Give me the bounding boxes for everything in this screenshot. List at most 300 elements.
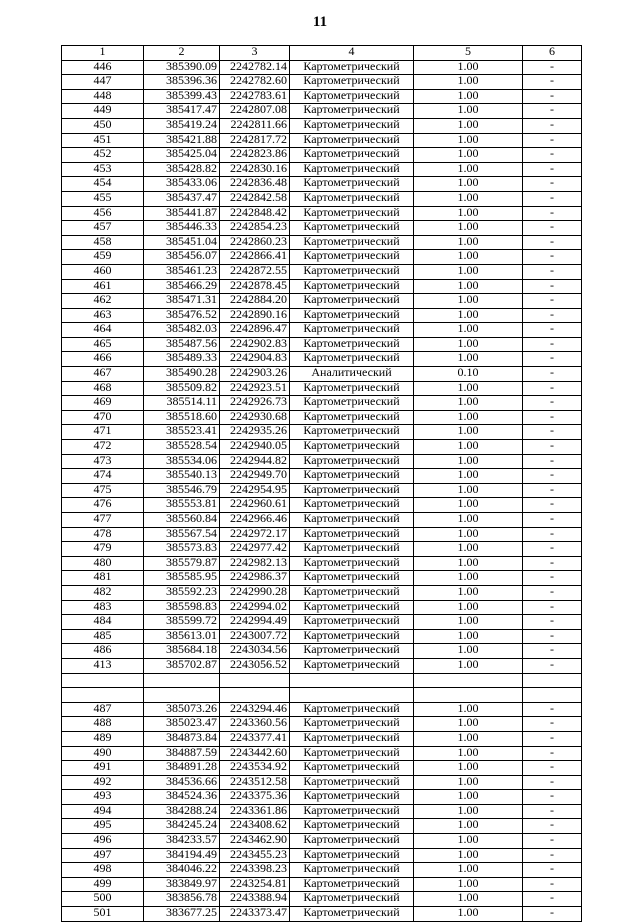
- cell-y: 2242896.47: [220, 323, 290, 338]
- cell-point: 489: [62, 731, 144, 746]
- cell-description: -: [523, 834, 582, 849]
- cell-accuracy: 1.00: [414, 381, 523, 396]
- cell-point: 465: [62, 337, 144, 352]
- table-row: [62, 877, 582, 892]
- cell-accuracy: 1.00: [414, 571, 523, 586]
- cell-description: -: [523, 337, 582, 352]
- cell-method: Картометрический: [290, 892, 414, 907]
- cell-accuracy: 1.00: [414, 498, 523, 513]
- cell-method: Картометрический: [290, 527, 414, 542]
- cell-y: 2242848.42: [220, 206, 290, 221]
- cell-description: -: [523, 498, 582, 513]
- cell-x: 385528.54: [144, 440, 220, 455]
- cell-x: 384536.66: [144, 775, 220, 790]
- cell-description: -: [523, 600, 582, 615]
- cell-method: Картометрический: [290, 804, 414, 819]
- cell-accuracy: 1.00: [414, 191, 523, 206]
- table-row: [62, 498, 582, 513]
- cell-y: 2242782.60: [220, 75, 290, 90]
- cell-point: 498: [62, 863, 144, 878]
- table-row: [62, 104, 582, 119]
- cell-x: 385546.79: [144, 483, 220, 498]
- cell-accuracy: 1.00: [414, 863, 523, 878]
- cell-x: 385437.47: [144, 191, 220, 206]
- cell-description: -: [523, 542, 582, 557]
- cell-accuracy: 1.00: [414, 615, 523, 630]
- cell-description: -: [523, 367, 582, 382]
- cell-method: Картометрический: [290, 863, 414, 878]
- cell-y: 2242986.37: [220, 571, 290, 586]
- cell-accuracy: 1.00: [414, 644, 523, 659]
- table-row: [62, 410, 582, 425]
- cell-point: 448: [62, 89, 144, 104]
- cell-x: 385419.24: [144, 118, 220, 133]
- cell-point: 461: [62, 279, 144, 294]
- cell-point: 456: [62, 206, 144, 221]
- table-row: [62, 118, 582, 133]
- header-cell-description: 6: [523, 46, 582, 61]
- table-row: [62, 148, 582, 163]
- table-row: [62, 615, 582, 630]
- cell-description: -: [523, 615, 582, 630]
- cell-description: -: [523, 60, 582, 75]
- cell-x: 385433.06: [144, 177, 220, 192]
- cell-accuracy: 1.00: [414, 104, 523, 119]
- cell-description: -: [523, 440, 582, 455]
- cell-method: Картометрический: [290, 250, 414, 265]
- cell-description: -: [523, 556, 582, 571]
- cell-description: -: [523, 148, 582, 163]
- cell-x: 385428.82: [144, 162, 220, 177]
- cell-accuracy: 1.00: [414, 221, 523, 236]
- cell-description: -: [523, 75, 582, 90]
- cell-x: 385446.33: [144, 221, 220, 236]
- cell-x: 384288.24: [144, 804, 220, 819]
- cell-accuracy: 1.00: [414, 89, 523, 104]
- cell-point: 478: [62, 527, 144, 542]
- cell-x: 385396.36: [144, 75, 220, 90]
- cell-method: Картометрический: [290, 848, 414, 863]
- cell-point: 483: [62, 600, 144, 615]
- cell-y: 2243462.90: [220, 834, 290, 849]
- cell-point: 453: [62, 162, 144, 177]
- cell-method: Картометрический: [290, 337, 414, 352]
- cell-point: 450: [62, 118, 144, 133]
- cell-accuracy: 1.00: [414, 907, 523, 922]
- header-cell-method: 4: [290, 46, 414, 61]
- cell-x: 385482.03: [144, 323, 220, 338]
- cell-method: Картометрический: [290, 308, 414, 323]
- cell-point: 470: [62, 410, 144, 425]
- cell-method: Картометрический: [290, 279, 414, 294]
- cell-y: 2242940.05: [220, 440, 290, 455]
- cell-x: 385466.29: [144, 279, 220, 294]
- cell-x: 385523.41: [144, 425, 220, 440]
- cell-point: 455: [62, 191, 144, 206]
- cell-description: [523, 688, 582, 703]
- cell-y: 2242854.23: [220, 221, 290, 236]
- cell-x: 385490.28: [144, 367, 220, 382]
- cell-point: 413: [62, 658, 144, 673]
- cell-accuracy: 1.00: [414, 731, 523, 746]
- cell-x: 385702.87: [144, 658, 220, 673]
- cell-description: -: [523, 746, 582, 761]
- cell-method: Картометрический: [290, 162, 414, 177]
- table-row: [62, 60, 582, 75]
- table-row: [62, 702, 582, 717]
- cell-accuracy: [414, 673, 523, 688]
- cell-point: 476: [62, 498, 144, 513]
- table-row: [62, 133, 582, 148]
- cell-method: Картометрический: [290, 75, 414, 90]
- cell-description: -: [523, 731, 582, 746]
- cell-accuracy: 0.10: [414, 367, 523, 382]
- cell-point: 472: [62, 440, 144, 455]
- cell-description: -: [523, 279, 582, 294]
- cell-point: 452: [62, 148, 144, 163]
- cell-x: 385573.83: [144, 542, 220, 557]
- cell-y: 2242994.49: [220, 615, 290, 630]
- cell-method: Картометрический: [290, 118, 414, 133]
- cell-y: 2242972.17: [220, 527, 290, 542]
- cell-x: 385540.13: [144, 469, 220, 484]
- cell-y: 2242930.68: [220, 410, 290, 425]
- cell-x: 385441.87: [144, 206, 220, 221]
- cell-description: -: [523, 892, 582, 907]
- cell-y: 2242811.66: [220, 118, 290, 133]
- cell-x: 385421.88: [144, 133, 220, 148]
- cell-method: Картометрический: [290, 235, 414, 250]
- cell-accuracy: 1.00: [414, 658, 523, 673]
- table-row: [62, 177, 582, 192]
- cell-point: 458: [62, 235, 144, 250]
- cell-y: 2242842.58: [220, 191, 290, 206]
- cell-x: 385599.72: [144, 615, 220, 630]
- table-row: [62, 381, 582, 396]
- cell-y: 2243398.23: [220, 863, 290, 878]
- cell-description: -: [523, 381, 582, 396]
- cell-accuracy: 1.00: [414, 352, 523, 367]
- cell-accuracy: 1.00: [414, 177, 523, 192]
- cell-accuracy: [414, 688, 523, 703]
- cell-y: 2243361.86: [220, 804, 290, 819]
- cell-accuracy: 1.00: [414, 790, 523, 805]
- cell-x: 385534.06: [144, 454, 220, 469]
- cell-method: [290, 673, 414, 688]
- cell-accuracy: 1.00: [414, 148, 523, 163]
- cell-x: 385585.95: [144, 571, 220, 586]
- cell-point: 499: [62, 877, 144, 892]
- cell-accuracy: 1.00: [414, 454, 523, 469]
- cell-point: 488: [62, 717, 144, 732]
- cell-method: Картометрический: [290, 60, 414, 75]
- cell-point: 454: [62, 177, 144, 192]
- cell-x: 384245.24: [144, 819, 220, 834]
- cell-point: 487: [62, 702, 144, 717]
- cell-x: 385592.23: [144, 585, 220, 600]
- cell-accuracy: 1.00: [414, 717, 523, 732]
- cell-accuracy: 1.00: [414, 469, 523, 484]
- table-row: [62, 440, 582, 455]
- cell-accuracy: 1.00: [414, 629, 523, 644]
- cell-y: 2242872.55: [220, 264, 290, 279]
- cell-x: 385471.31: [144, 294, 220, 309]
- cell-method: Картометрический: [290, 600, 414, 615]
- cell-description: [523, 673, 582, 688]
- cell-description: -: [523, 396, 582, 411]
- cell-method: Картометрический: [290, 264, 414, 279]
- cell-method: Картометрический: [290, 396, 414, 411]
- cell-method: Картометрический: [290, 556, 414, 571]
- cell-method: Картометрический: [290, 877, 414, 892]
- cell-description: -: [523, 469, 582, 484]
- cell-x: 385514.11: [144, 396, 220, 411]
- header-cell-accuracy: 5: [414, 46, 523, 61]
- cell-point: 449: [62, 104, 144, 119]
- cell-description: -: [523, 761, 582, 776]
- cell-method: Картометрический: [290, 717, 414, 732]
- table-row: [62, 279, 582, 294]
- cell-description: -: [523, 863, 582, 878]
- cell-method: Картометрический: [290, 381, 414, 396]
- cell-accuracy: 1.00: [414, 337, 523, 352]
- table-row: [62, 673, 582, 688]
- cell-y: 2243388.94: [220, 892, 290, 907]
- cell-y: 2243034.56: [220, 644, 290, 659]
- cell-y: [220, 688, 290, 703]
- cell-y: 2242954.95: [220, 483, 290, 498]
- table-row: [62, 600, 582, 615]
- cell-y: 2242960.61: [220, 498, 290, 513]
- cell-y: 2242836.48: [220, 177, 290, 192]
- cell-description: -: [523, 191, 582, 206]
- cell-method: Картометрический: [290, 658, 414, 673]
- table-row: [62, 294, 582, 309]
- cell-accuracy: 1.00: [414, 819, 523, 834]
- cell-accuracy: 1.00: [414, 527, 523, 542]
- cell-accuracy: 1.00: [414, 250, 523, 265]
- cell-description: -: [523, 804, 582, 819]
- cell-method: Картометрический: [290, 731, 414, 746]
- cell-point: 481: [62, 571, 144, 586]
- cell-method: Картометрический: [290, 483, 414, 498]
- table-row: [62, 206, 582, 221]
- cell-x: 385553.81: [144, 498, 220, 513]
- cell-method: Картометрический: [290, 775, 414, 790]
- cell-x: 384873.84: [144, 731, 220, 746]
- cell-y: 2242866.41: [220, 250, 290, 265]
- cell-x: 384891.28: [144, 761, 220, 776]
- table-row: [62, 819, 582, 834]
- cell-description: -: [523, 483, 582, 498]
- cell-y: 2243377.41: [220, 731, 290, 746]
- table-row: [62, 644, 582, 659]
- cell-y: 2242944.82: [220, 454, 290, 469]
- table-row: [62, 775, 582, 790]
- cell-method: Картометрический: [290, 834, 414, 849]
- cell-accuracy: 1.00: [414, 118, 523, 133]
- cell-y: 2242817.72: [220, 133, 290, 148]
- cell-x: 385579.87: [144, 556, 220, 571]
- cell-accuracy: 1.00: [414, 804, 523, 819]
- cell-y: 2242903.26: [220, 367, 290, 382]
- cell-y: 2242823.86: [220, 148, 290, 163]
- cell-accuracy: 1.00: [414, 600, 523, 615]
- cell-method: Картометрический: [290, 440, 414, 455]
- cell-point: 480: [62, 556, 144, 571]
- cell-method: [290, 688, 414, 703]
- table-row: [62, 337, 582, 352]
- table-row: [62, 834, 582, 849]
- cell-description: -: [523, 104, 582, 119]
- cell-x: 384524.36: [144, 790, 220, 805]
- cell-point: 468: [62, 381, 144, 396]
- cell-point: 485: [62, 629, 144, 644]
- table-row: [62, 264, 582, 279]
- table-row: [62, 731, 582, 746]
- cell-method: Картометрический: [290, 746, 414, 761]
- cell-method: Картометрический: [290, 323, 414, 338]
- cell-y: 2243056.52: [220, 658, 290, 673]
- cell-point: 500: [62, 892, 144, 907]
- cell-x: [144, 673, 220, 688]
- cell-accuracy: 1.00: [414, 294, 523, 309]
- cell-accuracy: 1.00: [414, 483, 523, 498]
- cell-accuracy: 1.00: [414, 542, 523, 557]
- cell-method: Картометрический: [290, 644, 414, 659]
- cell-description: -: [523, 235, 582, 250]
- table-row: [62, 746, 582, 761]
- cell-point: 477: [62, 513, 144, 528]
- cell-description: -: [523, 410, 582, 425]
- cell-x: 385487.56: [144, 337, 220, 352]
- cell-point: 459: [62, 250, 144, 265]
- cell-method: Картометрический: [290, 104, 414, 119]
- cell-x: 385567.54: [144, 527, 220, 542]
- cell-y: 2242890.16: [220, 308, 290, 323]
- cell-description: -: [523, 907, 582, 922]
- page-number: 11: [312, 14, 328, 30]
- table-row: [62, 89, 582, 104]
- header-cell-point: 1: [62, 46, 144, 61]
- cell-y: 2243007.72: [220, 629, 290, 644]
- cell-point: 491: [62, 761, 144, 776]
- table-row: [62, 863, 582, 878]
- table-row: [62, 585, 582, 600]
- cell-method: Картометрический: [290, 702, 414, 717]
- cell-accuracy: 1.00: [414, 133, 523, 148]
- cell-method: Картометрический: [290, 571, 414, 586]
- cell-y: 2242977.42: [220, 542, 290, 557]
- table-row: [62, 323, 582, 338]
- cell-x: 385489.33: [144, 352, 220, 367]
- cell-y: 2242807.08: [220, 104, 290, 119]
- cell-accuracy: 1.00: [414, 892, 523, 907]
- cell-description: -: [523, 658, 582, 673]
- cell-y: 2242935.26: [220, 425, 290, 440]
- cell-accuracy: 1.00: [414, 264, 523, 279]
- cell-x: 385390.09: [144, 60, 220, 75]
- cell-accuracy: 1.00: [414, 279, 523, 294]
- cell-method: Картометрический: [290, 410, 414, 425]
- cell-point: 495: [62, 819, 144, 834]
- cell-description: -: [523, 819, 582, 834]
- table-row: [62, 235, 582, 250]
- cell-accuracy: 1.00: [414, 877, 523, 892]
- cell-x: 385598.83: [144, 600, 220, 615]
- cell-method: Картометрический: [290, 148, 414, 163]
- cell-accuracy: 1.00: [414, 235, 523, 250]
- table-row: [62, 790, 582, 805]
- cell-point: 460: [62, 264, 144, 279]
- table-row: [62, 469, 582, 484]
- cell-y: 2242830.16: [220, 162, 290, 177]
- cell-point: 457: [62, 221, 144, 236]
- table-row: [62, 162, 582, 177]
- cell-point: 486: [62, 644, 144, 659]
- cell-description: -: [523, 206, 582, 221]
- cell-accuracy: 1.00: [414, 702, 523, 717]
- cell-x: 385613.01: [144, 629, 220, 644]
- cell-accuracy: 1.00: [414, 585, 523, 600]
- table-body: [62, 60, 582, 921]
- table-row: [62, 250, 582, 265]
- cell-method: Картометрический: [290, 790, 414, 805]
- table-row: [62, 556, 582, 571]
- cell-x: 384194.49: [144, 848, 220, 863]
- cell-description: -: [523, 848, 582, 863]
- cell-method: Картометрический: [290, 294, 414, 309]
- cell-method: Аналитический: [290, 367, 414, 382]
- cell-point: 447: [62, 75, 144, 90]
- cell-y: 2242904.83: [220, 352, 290, 367]
- cell-description: -: [523, 877, 582, 892]
- cell-point: 493: [62, 790, 144, 805]
- cell-description: -: [523, 89, 582, 104]
- cell-description: -: [523, 513, 582, 528]
- cell-y: 2242783.61: [220, 89, 290, 104]
- cell-y: 2242994.02: [220, 600, 290, 615]
- cell-y: 2242860.23: [220, 235, 290, 250]
- table-row: [62, 483, 582, 498]
- table-row: [62, 629, 582, 644]
- cell-y: 2242923.51: [220, 381, 290, 396]
- cell-y: 2243360.56: [220, 717, 290, 732]
- cell-method: Картометрический: [290, 629, 414, 644]
- cell-accuracy: 1.00: [414, 396, 523, 411]
- table-row: [62, 658, 582, 673]
- cell-description: -: [523, 118, 582, 133]
- cell-y: 2242926.73: [220, 396, 290, 411]
- cell-x: 385399.43: [144, 89, 220, 104]
- cell-x: 383677.25: [144, 907, 220, 922]
- table-row: [62, 308, 582, 323]
- cell-point: 492: [62, 775, 144, 790]
- cell-method: Картометрический: [290, 454, 414, 469]
- table-row: [62, 804, 582, 819]
- cell-description: -: [523, 629, 582, 644]
- cell-accuracy: 1.00: [414, 60, 523, 75]
- cell-point: 473: [62, 454, 144, 469]
- cell-point: 494: [62, 804, 144, 819]
- cell-description: -: [523, 644, 582, 659]
- cell-x: 385417.47: [144, 104, 220, 119]
- cell-point: [62, 688, 144, 703]
- cell-point: 501: [62, 907, 144, 922]
- cell-y: 2243442.60: [220, 746, 290, 761]
- table-row: [62, 352, 582, 367]
- cell-point: 464: [62, 323, 144, 338]
